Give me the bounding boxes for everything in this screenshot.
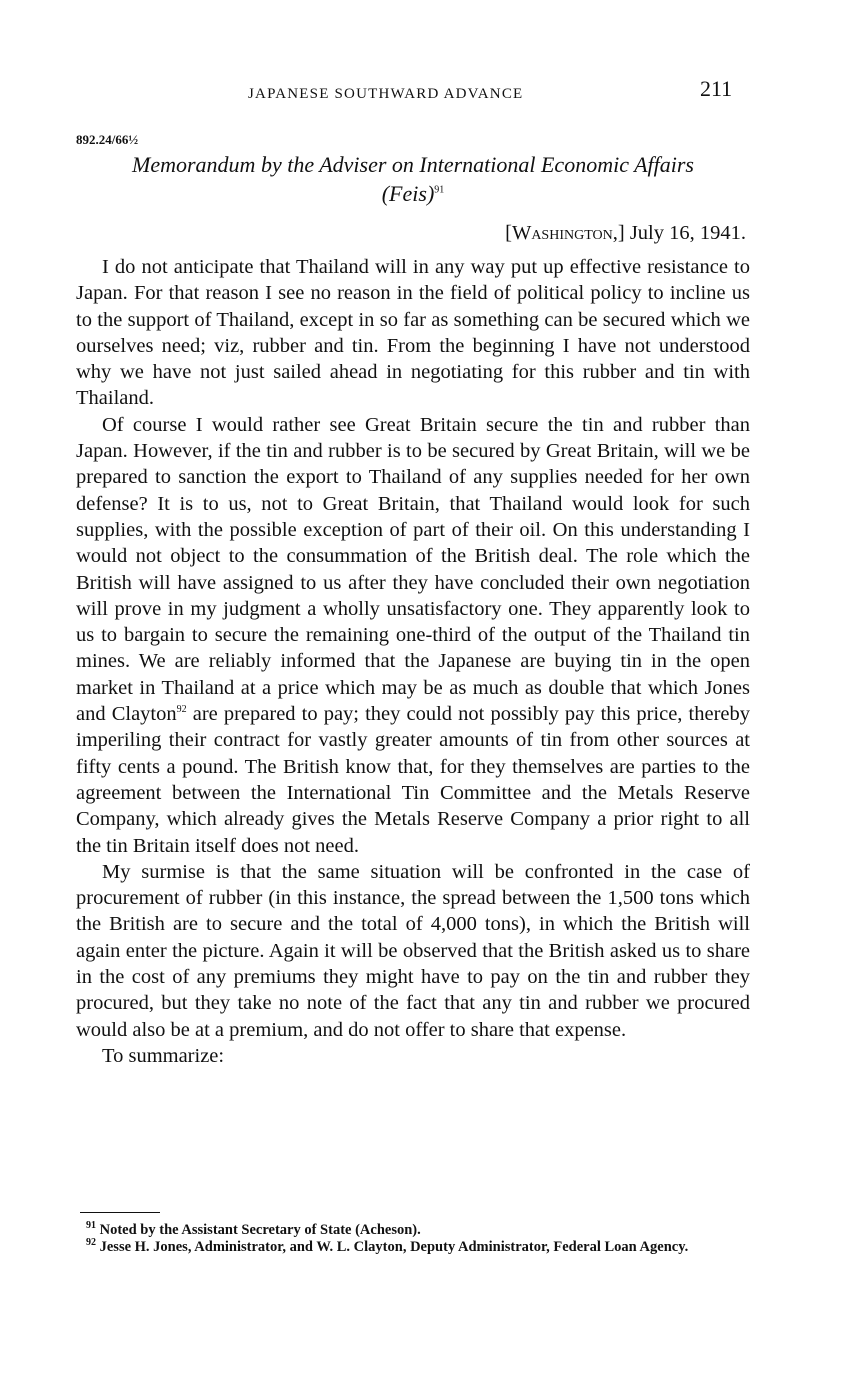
document-title bbox=[76, 150, 750, 208]
footnote-91-text: Noted by the Assistant Secretary of State (Acheson). bbox=[99, 1222, 421, 1238]
footnote-92-text: Jesse H. Jones, Administrator, and W. L. Clayton, Deputy Administrator, Federal Loan Agency. bbox=[99, 1239, 689, 1255]
footnote-91-marker: 91 bbox=[86, 1220, 96, 1232]
paragraph-4: To summarize: bbox=[102, 1044, 225, 1067]
paragraph-1: I do not anticipate that Thailand will in any way put up effective resistance to Japan. For that reason I see no reason in the field of political policy to incline us to the support of Thailand, except in so far as something can be secured which we ourselves need; viz, rubber and tin. From the beginning I have not understood why we have not just sailed ahead in negotiating for this rubber and tin with Thailand. bbox=[76, 256, 750, 410]
running-head: JAPANESE SOUTHWARD ADVANCE bbox=[248, 86, 524, 102]
paragraph-3: My surmise is that the same situation will be confronted in the case of procurement of rubber (in this instance, the spread between the 1,500 tons which the British are to secure and the total of 4,000 tons), in which the British will again enter the picture. Again it will be observed that the British asked us to share in the cost of any premiums they might have to pay on the tin and rubber they procured, but they take no note of the fact that any tin and rubber we procured would also be at a premium, and do not offer to share that expense. bbox=[76, 860, 750, 1041]
title-author: (Feis) bbox=[381, 181, 435, 206]
footnote-92-marker: 92 bbox=[86, 1237, 96, 1249]
dateline-date: July 16, 1941. bbox=[629, 222, 746, 244]
footnote-91 bbox=[80, 1222, 752, 1239]
footnote-ref-92: 92 bbox=[176, 704, 187, 716]
footnotes bbox=[80, 1222, 752, 1256]
dateline-place: [Washington,] bbox=[505, 222, 625, 244]
paragraph-2 bbox=[76, 412, 750, 859]
footnote-92 bbox=[80, 1239, 752, 1256]
memo-body bbox=[76, 254, 750, 1069]
paragraph-2-part-b: are prepared to pay; they could not possibly pay this price, thereby imperiling their contract for vastly greater amounts of tin from other sources at fifty cents a pound. The British know that, for they themselves are parties to the agreement between the International Tin Committee and the Metals Reserve Company, which already gives the Metals Reserve Company a prior right to all the tin Britain itself does not need. bbox=[76, 703, 750, 857]
title-line-1: Memorandum by the Adviser on International Economic Affairs bbox=[132, 152, 694, 177]
file-number: 892.24/66½ bbox=[76, 132, 139, 147]
title-line-2 bbox=[76, 179, 750, 208]
paragraph-2-part-a: Of course I would rather see Great Britain secure the tin and rubber than Japan. However, if the tin and rubber is to be secured by Great Britain, will we be prepared to sanction the export to Thailand of any supplies needed for her own defense? It is to us, not to Great Britain, that Thailand would look for such supplies, with the possible exception of part of their oil. On this understanding I would not object to the consummation of the British deal. The role which the British will have assigned to us after they have concluded their own negotiation will prove in my judgment a wholly unsatisfactory one. They apparently look to us to bargain to secure the remaining one-third of the output of the Thailand tin mines. We are reliably informed that the Japanese are buying tin in the open market in Thailand at a price which may be as much as double that which Jones and Clayton bbox=[76, 413, 750, 726]
page-number: 211 bbox=[700, 76, 733, 101]
footnote-ref-91: 91 bbox=[434, 184, 445, 196]
footnote-divider bbox=[80, 1212, 160, 1213]
dateline bbox=[505, 222, 746, 245]
